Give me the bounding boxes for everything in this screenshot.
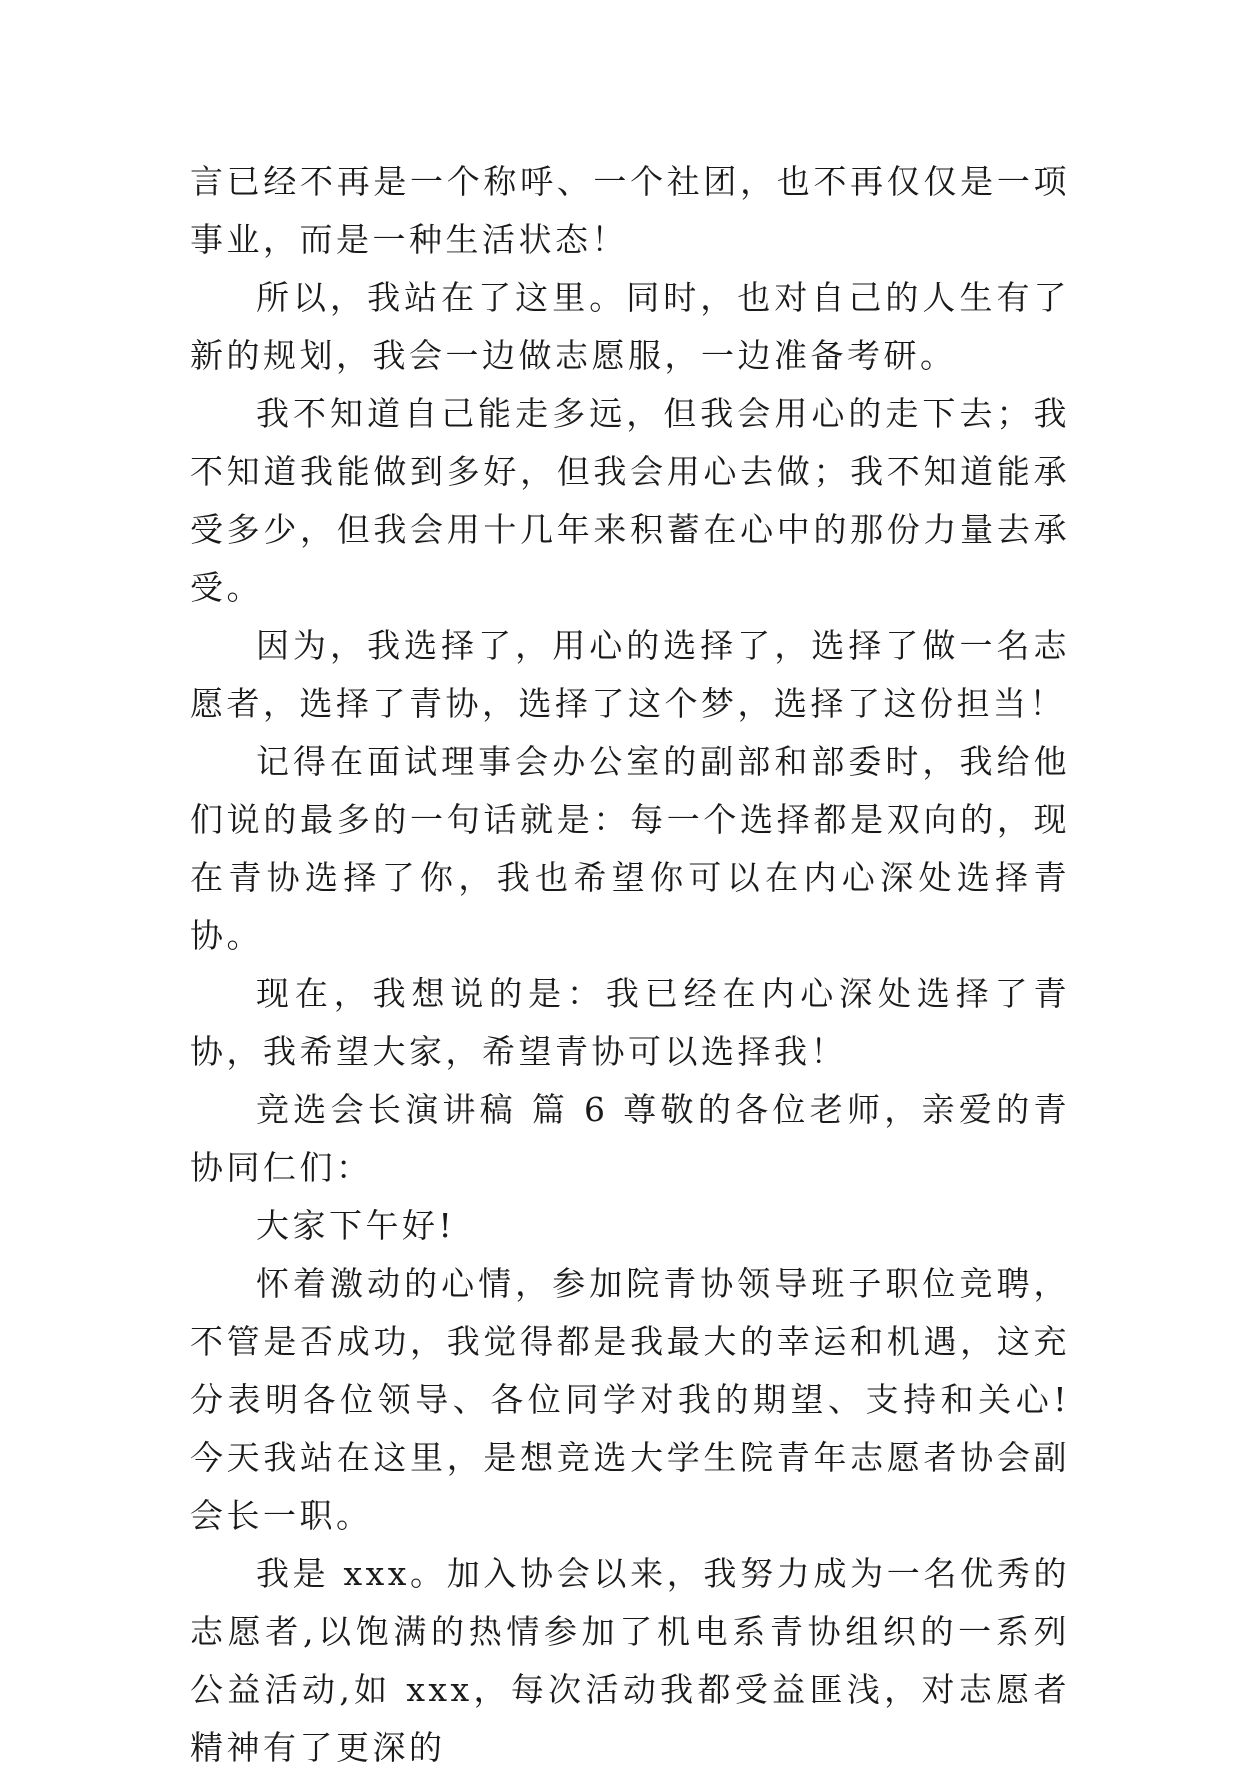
paragraph-continuation: 言已经不再是一个称呼、一个社团，也不再仅仅是一项事业，而是一种生活状态！ [190,162,1070,259]
paragraph: 我不知道自己能走多远，但我会用心的走下去；我不知道我能做到多好，但我会用心去做；我不知道能承受多少，但我会用十几年来积蓄在心中的那份力量去承受。 [190,394,1070,607]
paragraph: 因为，我选择了，用心的选择了，选择了做一名志愿者，选择了青协，选择了这个梦，选择了这份担当！ [190,626,1070,723]
paragraph: 怀着激动的心情，参加院青协领导班子职位竞聘，不管是否成功，我觉得都是我最大的幸运和机遇，这充分表明各位领导、各位同学对我的期望、支持和关心!今天我站在这里，是想竞选大学生院青年志愿者协会副会长一职。 [190,1264,1070,1535]
document-body [190,153,1070,1777]
paragraph: 记得在面试理事会办公室的副部和部委时，我给他们说的最多的一句话就是：每一个选择都是双向的，现在青协选择了你，我也希望你可以在内心深处选择青协。 [190,742,1070,955]
paragraph: 我是 xxx。加入协会以来，我努力成为一名优秀的志愿者,以饱满的热情参加了机电系青协组织的一系列公益活动,如 xxx，每次活动我都受益匪浅，对志愿者精神有了更深的 [190,1554,1070,1767]
greeting-paragraph: 大家下午好! [256,1206,456,1245]
paragraph: 所以，我站在了这里。同时，也对自己的人生有了新的规划，我会一边做志愿服，一边准备考研。 [190,278,1070,375]
paragraph: 现在，我想说的是：我已经在内心深处选择了青协，我希望大家，希望青协可以选择我！ [190,974,1070,1071]
section-heading-paragraph: 竞选会长演讲稿 篇 6 尊敬的各位老师，亲爱的青协同仁们： [190,1090,1070,1187]
